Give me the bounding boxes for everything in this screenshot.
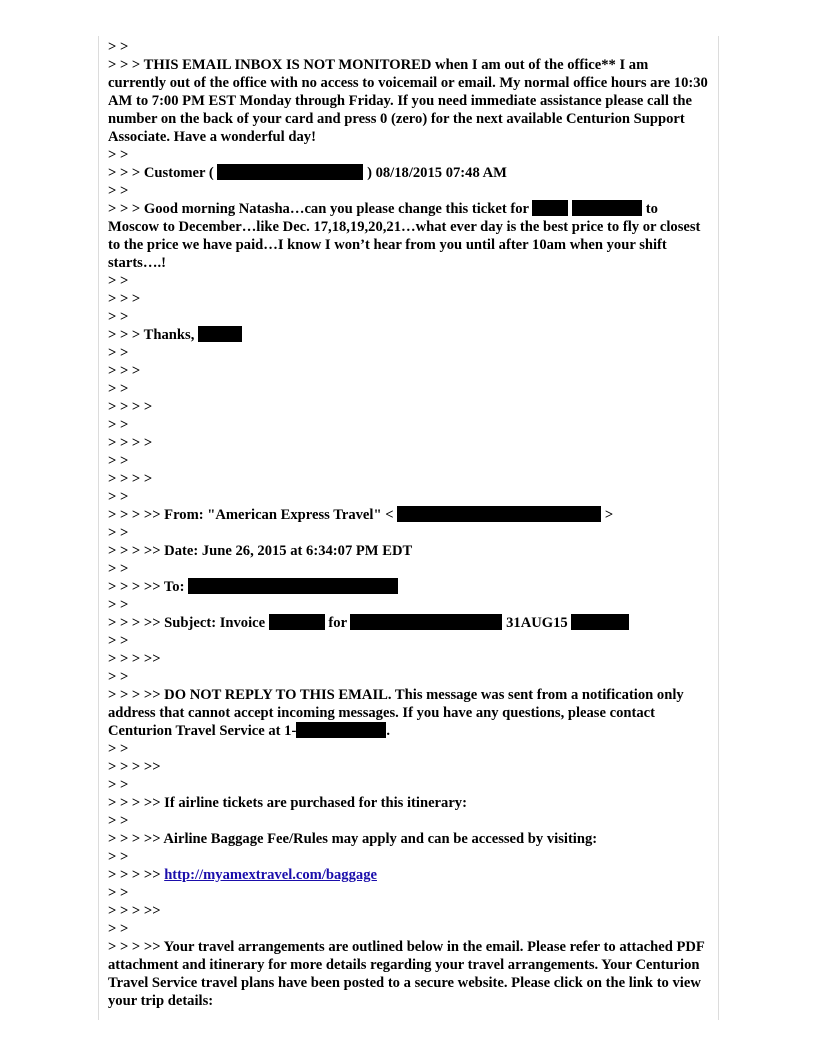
travel-arrangements-paragraph: > > > >> Your travel arrangements are outlined below in the email. Please refer to attached PDF attachment and itinerary for more details regarding your travel arrangements. Your Centurion Travel Service travel plans have been posted to a secure website. Please click on the link to view your trip details: bbox=[108, 939, 705, 1009]
quote-line: > > > > bbox=[108, 399, 153, 415]
quote-line: > > bbox=[108, 183, 129, 199]
redaction-box bbox=[571, 614, 629, 630]
quote-line: > > bbox=[108, 885, 129, 901]
subject-line: > > > >> Subject: Invoice for 31AUG15 bbox=[108, 614, 708, 632]
redaction-box bbox=[350, 614, 502, 630]
quote-line: > > bbox=[108, 417, 129, 433]
quote-line: > > bbox=[108, 921, 129, 937]
quote-line: > > bbox=[108, 813, 129, 829]
quote-line: > > bbox=[108, 381, 129, 397]
redaction-box bbox=[217, 164, 363, 180]
thanks-line: > > > Thanks, bbox=[108, 326, 708, 344]
from-line: > > > >> From: "American Express Travel" < > bbox=[108, 507, 614, 523]
quote-line: > > bbox=[108, 147, 129, 163]
quote-line: > > bbox=[108, 669, 129, 685]
quote-line: > > bbox=[108, 633, 129, 649]
quote-line: > > bbox=[108, 525, 129, 541]
redaction-box bbox=[572, 200, 642, 216]
quote-line: > > bbox=[108, 597, 129, 613]
quote-line: > > bbox=[108, 741, 129, 757]
quote-line: > > > >> bbox=[108, 903, 161, 919]
baggage-rules-line: > > > >> Airline Baggage Fee/Rules may apply and can be accessed by visiting: bbox=[108, 831, 598, 847]
baggage-link[interactable]: http://myamextravel.com/baggage bbox=[164, 867, 377, 883]
quote-line: > > bbox=[108, 561, 129, 577]
baggage-link-line: > > > >> http://myamextravel.com/baggage bbox=[108, 867, 377, 883]
quote-line: > > bbox=[108, 849, 129, 865]
left-margin-rule bbox=[98, 36, 99, 1020]
redaction-box bbox=[188, 578, 398, 594]
email-body bbox=[108, 38, 708, 1010]
quote-line: > > bbox=[108, 309, 129, 325]
quote-line: > > bbox=[108, 453, 129, 469]
redaction-box bbox=[532, 200, 568, 216]
quote-line: > > bbox=[108, 489, 129, 505]
airline-tickets-line: > > > >> If airline tickets are purchased for this itinerary: bbox=[108, 795, 467, 811]
do-not-reply-paragraph: > > > >> DO NOT REPLY TO THIS EMAIL. This message was sent from a notification only address that cannot accept incoming messages. If you have any questions, please contact Centurion Travel Service at 1- . bbox=[108, 687, 684, 739]
quote-line: > > > >> bbox=[108, 651, 161, 667]
redaction-box bbox=[198, 326, 242, 342]
quote-line: > > bbox=[108, 345, 129, 361]
customer-line: > > > Customer ( ) 08/18/2015 07:48 AM bbox=[108, 165, 507, 181]
quote-line: > > bbox=[108, 273, 129, 289]
quote-line: > > > > bbox=[108, 471, 153, 487]
quote-line: > > bbox=[108, 777, 129, 793]
redaction-box bbox=[296, 722, 386, 738]
quote-line: > > > bbox=[108, 363, 141, 379]
customer-message-paragraph: > > > Good morning Natasha…can you please change this ticket for to Moscow to December…like Dec. 17,18,19,20,21…what ever day is the best price to fly or closest to the price we have paid…I know I won’t hear from you until after 10am when your shift starts….! bbox=[108, 201, 701, 271]
quote-line: > > > >> bbox=[108, 759, 161, 775]
auto-reply-paragraph: > > > THIS EMAIL INBOX IS NOT MONITORED when I am out of the office** I am currently out of the office with no access to voicemail or email. My normal office hours are 10:30 AM to 7:00 PM EST Monday through Friday. If you need immediate assistance please call the number on the back of your card and press 0 (zero) for the next available Centurion Support Associate. Have a wonderful day! bbox=[108, 57, 708, 145]
quote-line: > > > bbox=[108, 291, 141, 307]
date-line: > > > >> Date: June 26, 2015 at 6:34:07 PM EDT bbox=[108, 543, 413, 559]
quote-line: > > bbox=[108, 39, 129, 55]
to-line: > > > >> To: bbox=[108, 578, 708, 596]
quote-line: > > > > bbox=[108, 435, 153, 451]
redaction-box bbox=[397, 506, 601, 522]
right-margin-rule bbox=[718, 36, 719, 1020]
redaction-box bbox=[269, 614, 325, 630]
